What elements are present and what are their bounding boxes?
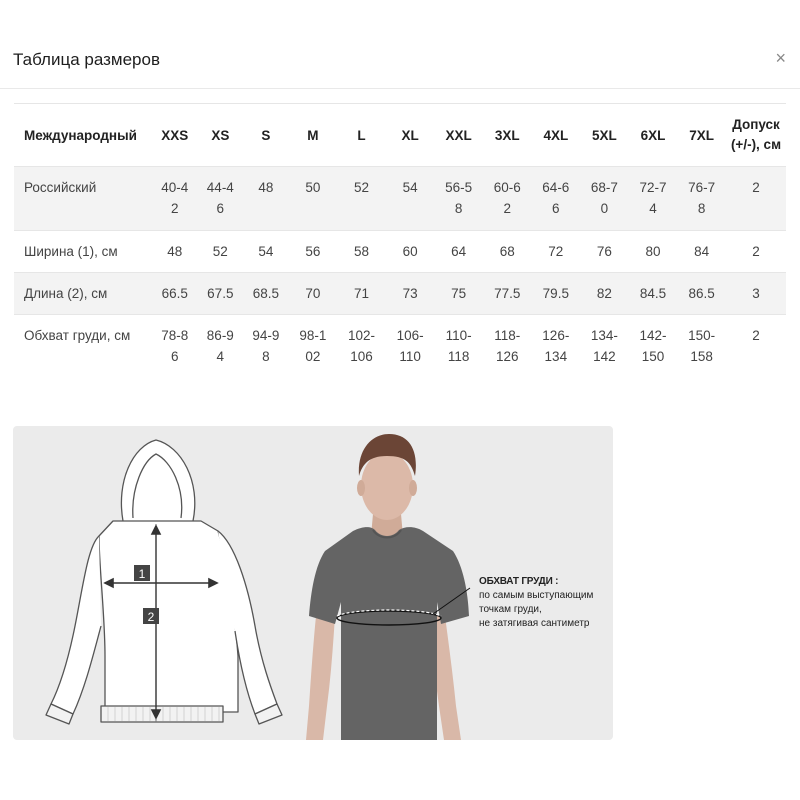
column-header: 6XL bbox=[629, 104, 678, 167]
table-cell: 79.5 bbox=[542, 286, 569, 301]
hoodie-body bbox=[99, 521, 238, 712]
table-row bbox=[14, 231, 786, 273]
note-title: ОБХВАТ ГРУДИ : bbox=[479, 576, 559, 587]
table-cell: 84 bbox=[694, 244, 710, 259]
table-cell: 54 bbox=[258, 244, 274, 259]
table-cell: 2 bbox=[752, 180, 760, 195]
marker-2: 2 bbox=[147, 610, 155, 624]
table-cell: 52 bbox=[212, 244, 228, 259]
table-cell: 82 bbox=[596, 286, 612, 301]
column-header: 7XL bbox=[677, 104, 726, 167]
table-cell: 68-70 bbox=[590, 180, 618, 216]
table-cell: 106-110 bbox=[396, 328, 424, 364]
column-header: M bbox=[289, 104, 338, 167]
column-header: XXS bbox=[152, 104, 198, 167]
table-cell: 94-98 bbox=[252, 328, 280, 364]
column-header: Международный bbox=[14, 104, 152, 167]
table-cell: 71 bbox=[353, 286, 370, 301]
table-cell: 68.5 bbox=[252, 286, 279, 301]
table-cell: 98-102 bbox=[299, 328, 327, 364]
table-cell: 48 bbox=[258, 180, 274, 195]
row-label: Обхват груди, см bbox=[24, 328, 131, 343]
chest-measure-note bbox=[479, 575, 613, 631]
table-row bbox=[14, 315, 786, 379]
table-cell: 48 bbox=[167, 244, 183, 259]
table-cell: 118-126 bbox=[494, 328, 521, 364]
table-cell: 64 bbox=[451, 244, 467, 259]
close-icon[interactable]: × bbox=[775, 48, 786, 68]
table-cell: 78-86 bbox=[161, 328, 189, 364]
note-line: не затягивая сантиметр bbox=[479, 618, 590, 629]
table-cell: 84.5 bbox=[639, 286, 667, 301]
table-cell: 110-118 bbox=[445, 328, 472, 364]
table-cell: 2 bbox=[752, 244, 760, 259]
column-header: 4XL bbox=[532, 104, 581, 167]
table-header-row bbox=[14, 104, 786, 167]
table-cell: 44-46 bbox=[206, 180, 234, 216]
table-cell: 3 bbox=[752, 286, 760, 301]
table-cell: 73 bbox=[402, 286, 418, 301]
title-divider bbox=[0, 88, 800, 89]
column-header: Допуск (+/-), см bbox=[726, 104, 786, 167]
table-cell: 60 bbox=[402, 244, 418, 259]
table-cell: 72 bbox=[548, 244, 564, 259]
table-cell: 2 bbox=[752, 328, 760, 343]
hoodie-sleeve-left bbox=[51, 536, 101, 714]
column-header: XXL bbox=[434, 104, 483, 167]
table-cell: 76 bbox=[596, 244, 612, 259]
row-label: Длина (2), см bbox=[24, 286, 108, 301]
note-line: по самым выступающим bbox=[479, 590, 594, 601]
column-header: S bbox=[243, 104, 289, 167]
table-cell: 142-150 bbox=[639, 328, 667, 364]
table-cell: 76-78 bbox=[688, 180, 716, 216]
table-cell: 50 bbox=[305, 180, 321, 195]
row-label: Ширина (1), см bbox=[24, 244, 118, 259]
column-header: XS bbox=[198, 104, 244, 167]
table-cell: 70 bbox=[305, 286, 321, 301]
table-cell: 80 bbox=[645, 244, 661, 259]
table-cell: 56-58 bbox=[445, 180, 473, 216]
table-cell: 126-134 bbox=[542, 328, 570, 364]
table-cell: 77.5 bbox=[494, 286, 521, 301]
man-ear-left bbox=[357, 480, 365, 496]
table-cell: 54 bbox=[402, 180, 418, 195]
table-cell: 150-158 bbox=[688, 328, 716, 364]
man-arm-left bbox=[306, 616, 335, 740]
man-figure bbox=[306, 434, 470, 740]
table-cell: 86.5 bbox=[688, 286, 715, 301]
table-cell: 72-74 bbox=[639, 180, 667, 216]
table-cell: 64-66 bbox=[542, 180, 570, 216]
table-cell: 75 bbox=[451, 286, 467, 301]
column-header: 5XL bbox=[580, 104, 629, 167]
marker-1: 1 bbox=[138, 567, 146, 581]
table-cell: 56 bbox=[305, 244, 321, 259]
column-header: L bbox=[337, 104, 386, 167]
table-cell: 58 bbox=[353, 244, 370, 259]
column-header: 3XL bbox=[483, 104, 532, 167]
table-cell: 86-94 bbox=[206, 328, 234, 364]
modal-title: Таблица размеров bbox=[13, 50, 160, 69]
table-cell: 60-62 bbox=[493, 180, 521, 216]
table-row bbox=[14, 273, 786, 315]
table-cell: 67.5 bbox=[207, 286, 234, 301]
man-ear-right bbox=[409, 480, 417, 496]
hoodie-drawing bbox=[46, 440, 282, 724]
row-label: Российский bbox=[24, 180, 97, 195]
table-cell: 40-42 bbox=[161, 180, 189, 216]
table-cell: 102-106 bbox=[347, 328, 376, 364]
table-cell: 52 bbox=[353, 180, 370, 195]
size-table bbox=[14, 103, 786, 378]
man-head bbox=[361, 452, 413, 520]
table-row bbox=[14, 167, 786, 231]
table-cell: 66.5 bbox=[161, 286, 188, 301]
measurement-illustration bbox=[13, 426, 613, 740]
table-cell: 134-142 bbox=[590, 328, 618, 364]
table-cell: 68 bbox=[499, 244, 515, 259]
note-line: точкам груди, bbox=[479, 604, 542, 615]
column-header: XL bbox=[386, 104, 435, 167]
